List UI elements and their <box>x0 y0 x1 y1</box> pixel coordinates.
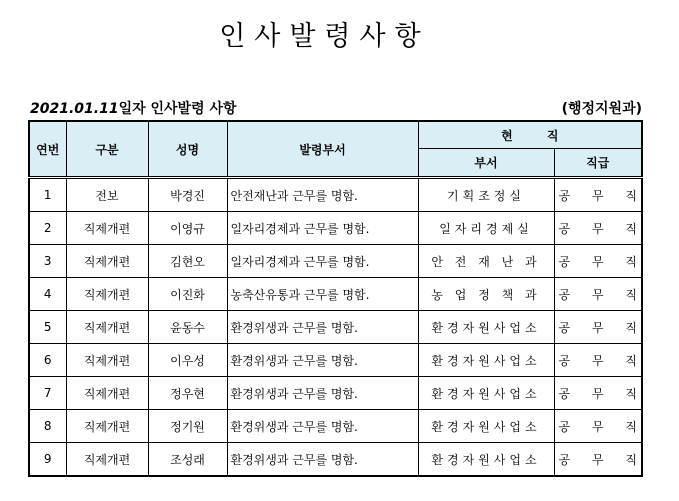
row-name: 정우현 <box>148 377 227 410</box>
row-name: 이우성 <box>148 344 227 377</box>
table-row <box>29 410 642 443</box>
header-current-position: 현 직 <box>418 121 642 149</box>
row-name: 윤동수 <box>148 311 227 344</box>
row-current-dept: 환경자원사업소 <box>418 344 554 377</box>
row-number: 9 <box>29 443 66 477</box>
row-rank: 공 무 직 <box>554 212 642 245</box>
row-rank: 공 무 직 <box>554 278 642 311</box>
header-dept: 부서 <box>418 149 554 178</box>
row-assignment: 안전재난과 근무를 명함. <box>227 178 418 212</box>
row-current-dept: 환경자원사업소 <box>418 443 554 477</box>
row-assignment: 일자리경제과 근무를 명함. <box>227 212 418 245</box>
row-number: 8 <box>29 410 66 443</box>
row-rank: 공 무 직 <box>554 377 642 410</box>
row-number: 7 <box>29 377 66 410</box>
table-row <box>29 443 642 477</box>
table-row <box>29 178 642 212</box>
row-name: 정기원 <box>148 410 227 443</box>
row-assignment: 환경위생과 근무를 명함. <box>227 344 418 377</box>
row-category: 직제개편 <box>66 443 148 477</box>
row-assignment: 환경위생과 근무를 명함. <box>227 377 418 410</box>
row-rank: 공 무 직 <box>554 410 642 443</box>
row-current-dept: 환경자원사업소 <box>418 410 554 443</box>
row-current-dept: 환경자원사업소 <box>418 311 554 344</box>
table-row <box>29 377 642 410</box>
row-rank: 공 무 직 <box>554 344 642 377</box>
table-row <box>29 311 642 344</box>
row-category: 직제개편 <box>66 245 148 278</box>
issuing-department: (행정지원과) <box>561 101 642 117</box>
row-category: 직제개편 <box>66 377 148 410</box>
row-name: 이영규 <box>148 212 227 245</box>
row-category: 직제개편 <box>66 311 148 344</box>
row-current-dept: 환경자원사업소 <box>418 377 554 410</box>
subtitle-text: 일자 인사발령 사항 <box>118 101 237 117</box>
row-number: 5 <box>29 311 66 344</box>
row-name: 이진화 <box>148 278 227 311</box>
subtitle-date: 2021.01.11 <box>30 101 119 117</box>
row-name: 김현오 <box>148 245 227 278</box>
row-assignment: 일자리경제과 근무를 명함. <box>227 245 418 278</box>
row-current-dept: 농 업 정 책 과 <box>418 278 554 311</box>
row-assignment: 환경위생과 근무를 명함. <box>227 311 418 344</box>
row-number: 4 <box>29 278 66 311</box>
row-current-dept: 안 전 재 난 과 <box>418 245 554 278</box>
document-title: 인 사 발 령 사 항 <box>219 21 421 52</box>
row-name: 박경진 <box>148 178 227 212</box>
row-current-dept: 기획조정실 <box>418 178 554 212</box>
table-row <box>29 344 642 377</box>
header-rank: 직급 <box>554 149 642 178</box>
row-category: 직제개편 <box>66 410 148 443</box>
subtitle <box>30 98 237 118</box>
row-number: 6 <box>29 344 66 377</box>
header-name: 성명 <box>148 121 227 178</box>
row-category: 직제개편 <box>66 278 148 311</box>
row-number: 3 <box>29 245 66 278</box>
row-category: 직제개편 <box>66 212 148 245</box>
row-current-dept: 일자리경제실 <box>418 212 554 245</box>
row-category: 전보 <box>66 178 148 212</box>
header-no: 연번 <box>29 121 66 178</box>
header-category: 구분 <box>66 121 148 178</box>
row-assignment: 환경위생과 근무를 명함. <box>227 443 418 477</box>
personnel-table <box>28 120 643 477</box>
row-assignment: 환경위생과 근무를 명함. <box>227 410 418 443</box>
table-row <box>29 278 642 311</box>
row-rank: 공 무 직 <box>554 311 642 344</box>
table-row <box>29 245 642 278</box>
row-category: 직제개편 <box>66 344 148 377</box>
row-number: 1 <box>29 178 66 212</box>
row-number: 2 <box>29 212 66 245</box>
row-assignment: 농축산유통과 근무를 명함. <box>227 278 418 311</box>
header-assignment: 발령부서 <box>227 121 418 178</box>
row-name: 조성래 <box>148 443 227 477</box>
row-rank: 공 무 직 <box>554 178 642 212</box>
row-rank: 공 무 직 <box>554 443 642 477</box>
table-row <box>29 212 642 245</box>
row-rank: 공 무 직 <box>554 245 642 278</box>
